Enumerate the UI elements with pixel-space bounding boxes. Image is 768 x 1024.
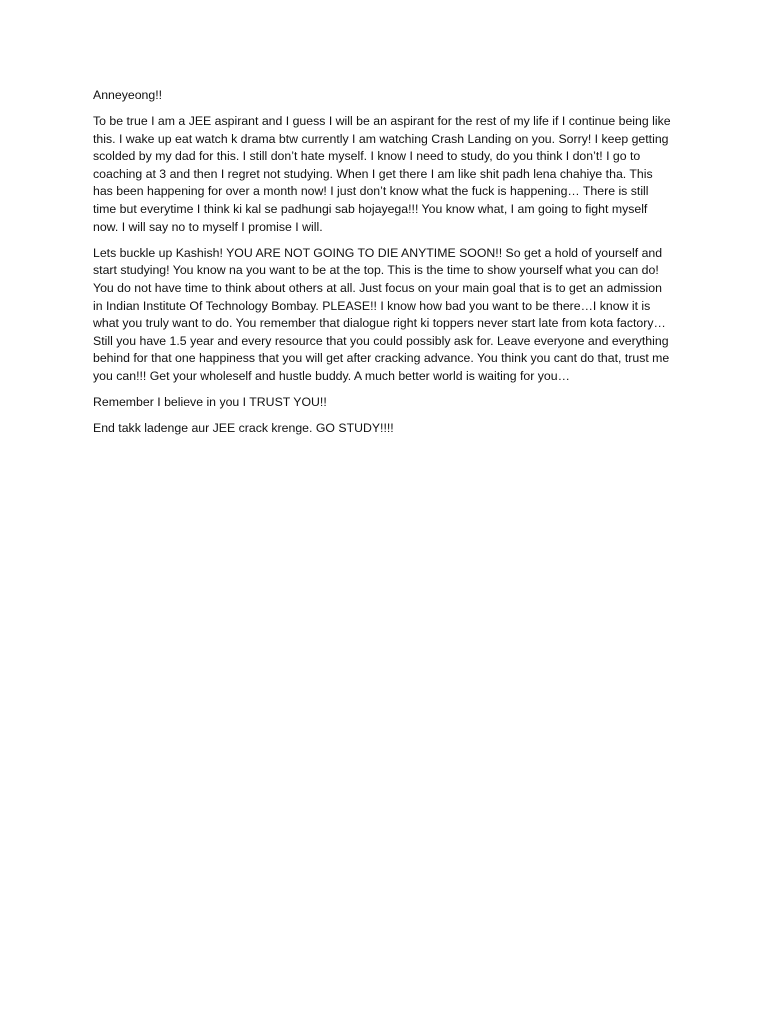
body-paragraph: To be true I am a JEE aspirant and I guess I will be an aspirant for the rest of my life if I continue being like this. I wake up eat watch k drama btw currently I am watching Crash Landing on you. Sorry! I keep getting scolded by my dad for this. I still don’t hate myself. I know I need to study, do you think I don’t! I go to coaching at 3 and then I regret not studying. When I get there I am like shit padh lena chahiye tha. This has been happening for over a month now! I just don’t know what the fuck is happening… There is still time but everytime I think ki kal se padhungi sab hojayega!!! You know what, I am going to fight myself now. I will say no to myself I promise I will. — [93, 114, 671, 234]
closing-paragraph: End takk ladenge aur JEE crack krenge. GO STUDY!!!! — [93, 421, 394, 436]
greeting-paragraph: Anneyeong!! — [93, 88, 163, 102]
body-paragraph: Lets buckle up Kashish! YOU ARE NOT GOING TO DIE ANYTIME SOON!! So get a hold of yourself and start studying! You know na you want to be at the top. This is the time to show yourself what you can do! You do not have time to think about others at all. Just focus on your main goal that is to get an admission in Indian Institute Of Technology Bombay. PLEASE!! I know how bad you want to be there…I know it is what you truly want to do. You remember that dialogue right ki toppers never start late from kota factory… Still you have 1.5 year and every resource that you could possibly ask for. Leave everyone and everything behind for that one happiness that you will get after cracking advance. You think you cant do that, trust me you can!!! Get your wholeself and hustle buddy. A much better world is waiting for you… — [93, 245, 670, 383]
document-body — [93, 87, 673, 446]
body-paragraph: Remember I believe in you I TRUST YOU!! — [93, 395, 327, 409]
